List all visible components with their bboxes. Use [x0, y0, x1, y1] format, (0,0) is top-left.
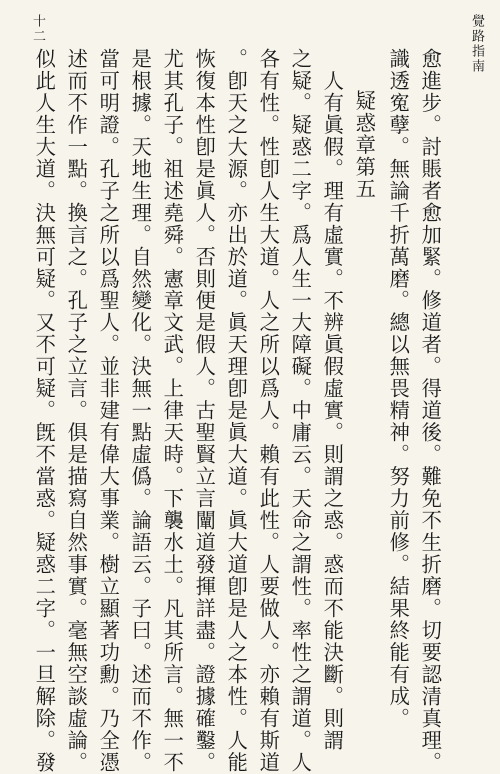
text-column-9: 尤其孔子。祖述堯舜。憲章文武。上律天時。下襲水土。凡其所言。無一不	[160, 48, 185, 774]
text-column-5: 之疑。疑惑二字。爲人生一大障礙。中庸云。天命之謂性。率性之謂道。人	[288, 48, 313, 774]
text-column-8: 恢復本性卽是眞人。否則便是假人。古聖賢立言闡道發揮詳盡。證據確鑿。	[192, 48, 217, 774]
page-number: 十二	[30, 14, 45, 44]
text-column-6: 各有性。性卽人生大道。人之所以爲人。賴有此性。人要做人。亦賴有斯道	[256, 48, 281, 774]
chapter-heading: 疑惑章第五	[352, 90, 377, 200]
text-column-2: 識透寃孽。無論千折萬磨。總以無畏精神。努力前修。結果終能有成。	[386, 48, 411, 730]
text-column-13: 似此人生大道。決無可疑。又不可疑。旣不當惑。疑惑二字。一旦解除。發	[32, 48, 57, 774]
text-column-10: 是根據。天地生理。自然變化。決無一點虛僞。論語云。子曰。述而不作。	[128, 48, 153, 774]
text-column-4: 人有眞假。理有虛實。不辨眞假虛實。則謂之惑。惑而不能決斷。則謂	[320, 70, 345, 752]
text-column-11: 當可明證。孔子之所以爲聖人。並非建有偉大事業。樹立顯著功勳。乃全憑	[96, 48, 121, 774]
text-column-1: 愈進步。討賬者愈加緊。修道者。得道後。難免不生折磨。切要認清真理。	[418, 48, 443, 774]
text-column-12: 述而不作一點。換言之。孔子之立言。俱是描寫自然事實。毫無空談虛論。	[64, 48, 89, 774]
running-head-title: 覺路指南	[469, 14, 484, 74]
text-column-7: 。卽天之大源。亦出於道。眞天理卽是眞大道。眞大道卽是人之本性。人能	[224, 48, 249, 774]
